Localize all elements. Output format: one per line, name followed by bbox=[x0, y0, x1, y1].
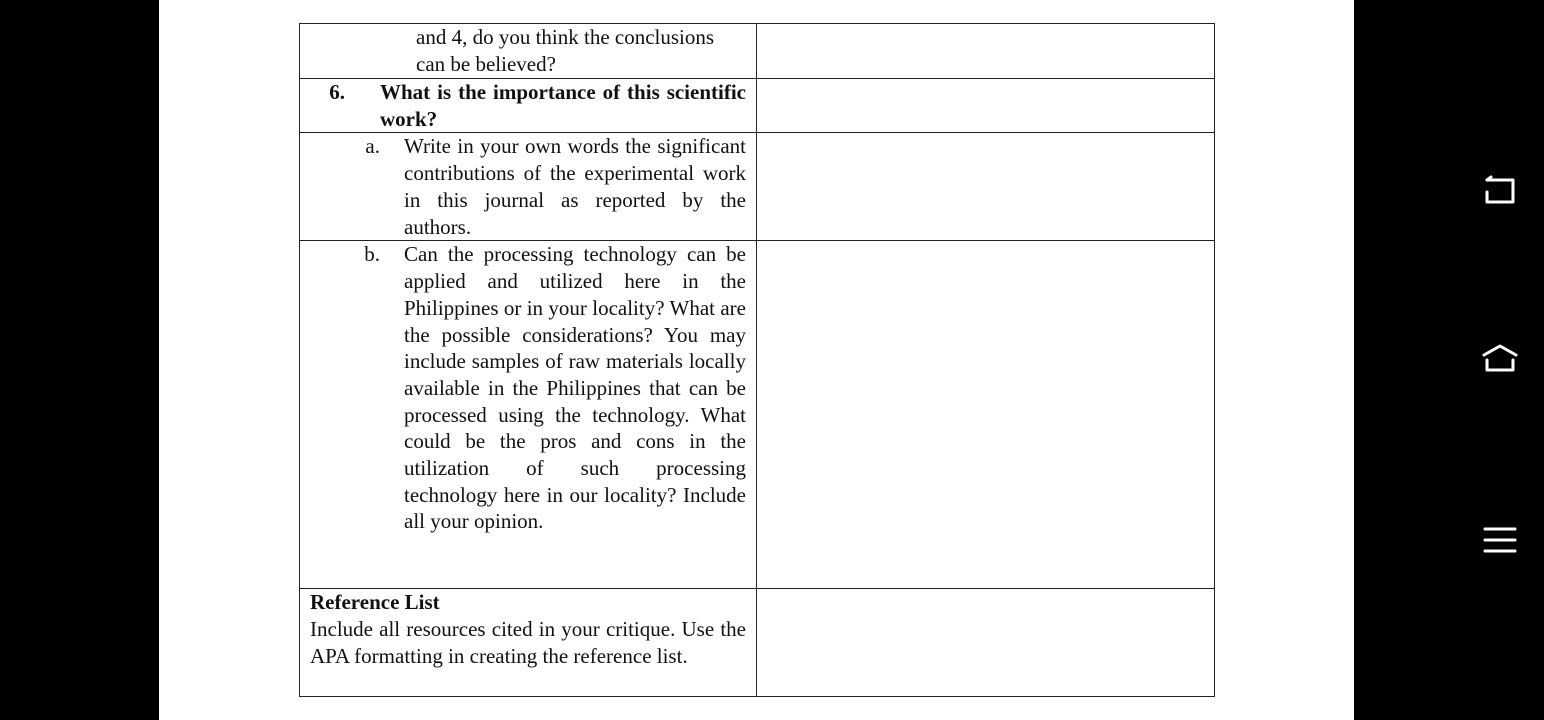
back-button[interactable] bbox=[1482, 172, 1518, 208]
question-text: Can the processing technology can be applied and utilized here in the Philippines or in your locality? What are the possible considerations? You may include samples of raw materials locally available in the Philippines that can be processed using the technology. What could be the pros and cons in the utilization of such processing technology here in our locality? Include all your opinion. bbox=[404, 242, 746, 534]
question-cell bbox=[300, 241, 757, 589]
table-row bbox=[300, 241, 1215, 589]
list-marker: a. bbox=[365, 134, 380, 159]
question-text: and 4, do you think the conclusions can be believed? bbox=[416, 25, 715, 76]
back-icon bbox=[1482, 172, 1518, 208]
question-text: Write in your own words the significant contributions of the experimental work in this journal as reported by the authors. bbox=[404, 134, 746, 239]
answer-cell[interactable] bbox=[757, 79, 1215, 133]
reference-cell bbox=[300, 589, 757, 697]
table-row bbox=[300, 79, 1215, 133]
document-page bbox=[159, 0, 1354, 720]
navigation-bar bbox=[1354, 0, 1544, 720]
question-heading: What is the importance of this scientific work? bbox=[380, 80, 746, 131]
question-cell bbox=[300, 24, 757, 79]
question-cell bbox=[300, 79, 757, 133]
answer-cell[interactable] bbox=[757, 133, 1215, 241]
recents-icon bbox=[1482, 522, 1518, 558]
question-cell bbox=[300, 133, 757, 241]
answer-cell[interactable] bbox=[757, 24, 1215, 79]
critique-table bbox=[299, 23, 1215, 697]
table-row bbox=[300, 589, 1215, 697]
answer-cell[interactable] bbox=[757, 589, 1215, 697]
recents-button[interactable] bbox=[1482, 522, 1518, 558]
reference-heading: Reference List bbox=[310, 590, 440, 615]
table-row bbox=[300, 24, 1215, 79]
answer-cell[interactable] bbox=[757, 241, 1215, 589]
reference-instructions: Include all resources cited in your critique. Use the APA formatting in creating the reference list. bbox=[310, 617, 746, 668]
home-button[interactable] bbox=[1482, 340, 1518, 376]
table-row bbox=[300, 133, 1215, 241]
home-icon bbox=[1482, 340, 1518, 376]
list-number: 6. bbox=[329, 80, 345, 104]
list-marker: b. bbox=[364, 242, 380, 267]
